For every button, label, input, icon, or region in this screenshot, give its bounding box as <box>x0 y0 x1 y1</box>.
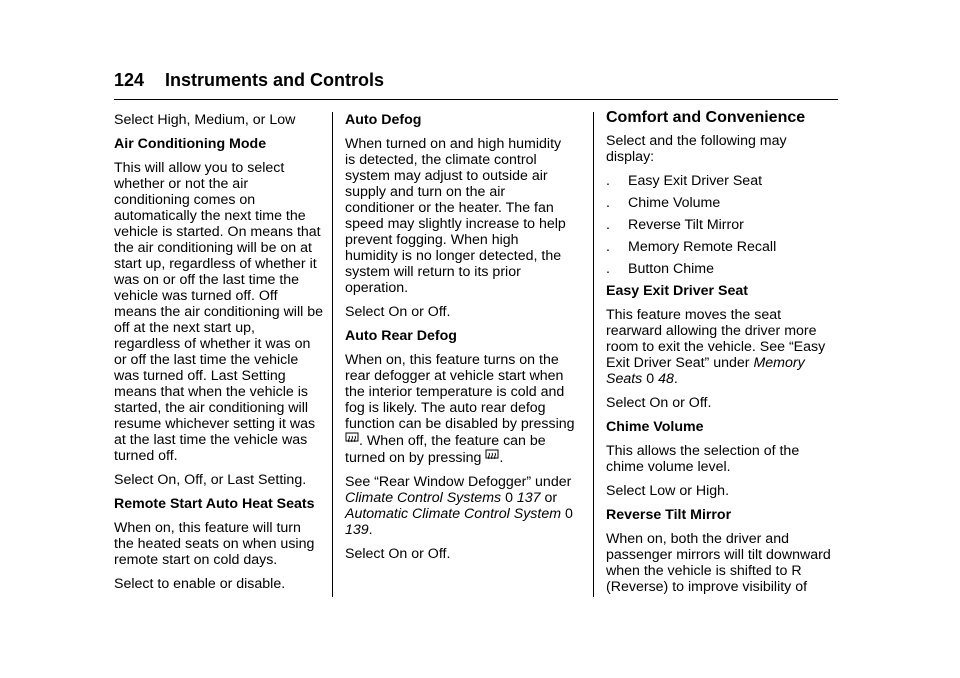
paragraph-select-on-off-2: Select On or Off. <box>345 546 451 562</box>
heading-reverse-tilt-mirror: Reverse Tilt Mirror <box>606 507 732 523</box>
column-divider-right <box>593 112 594 597</box>
heading-auto-defog: Auto Defog <box>345 112 422 128</box>
heading-auto-rear-defog: Auto Rear Defog <box>345 328 457 344</box>
ref-climate-control-systems[interactable]: Climate Control Systems <box>345 490 502 506</box>
heading-air-conditioning-mode: Air Conditioning Mode <box>114 136 267 152</box>
list-item: . Easy Exit Driver Seat <box>606 173 763 189</box>
header-rule <box>114 99 838 100</box>
heading-remote-start-heat-seats: Remote Start Auto Heat Seats <box>114 496 315 512</box>
paragraph-auto-defog: When turned on and high humidity is detected, the climate control system may adjust to outside air supply and turn on the air conditioner or the heater. The fan speed may slightly increase to help prevent fogging. When high humidity is no longer detected, the system will return to its prior operation. <box>345 136 566 296</box>
list-item: . Chime Volume <box>606 195 721 211</box>
ref-memory-seats[interactable]: Memory Seats <box>606 355 805 387</box>
list-item: . Button Chime <box>606 261 714 277</box>
column-right <box>606 110 836 603</box>
paragraph-air-conditioning: This will allow you to select whether or not the air conditioning comes on automatically the next time the vehicle is started. On means that the air conditioning will be on at start up, regardless of whether it was on or off the last time the vehicle was turned off. Off means the air conditioning will be off at the next start up, regardless of whether it was on or off the last time the vehicle was turned off. Last Setting means that when the vehicle is started, the air conditioning will resume whichever setting it was at the last time the vehicle was turned off. <box>114 160 323 464</box>
chapter-title: Instruments and Controls <box>165 70 385 90</box>
paragraph-select-last-setting: Select On, Off, or Last Setting. <box>114 472 307 488</box>
page-header <box>114 70 838 100</box>
paragraph-select-on-off-3: Select On or Off. <box>606 395 712 411</box>
column-middle <box>345 112 575 570</box>
paragraph-remote-start: When on, this feature will turn the heated seats on when using remote start on cold days. <box>114 520 315 568</box>
rear-defog-icon <box>345 432 359 446</box>
rear-defog-icon <box>485 449 499 463</box>
paragraph-auto-rear-defog: When on, this feature turns on the rear defogger at vehicle start when the interior temperature is cold and fog is likely. The auto rear defog function can be disabled by pressing . When off, the feature can be turned on by pressing . <box>345 352 575 466</box>
paragraph-select-enable: Select to enable or disable. <box>114 576 286 592</box>
paragraph-select-on-off-1: Select On or Off. <box>345 304 451 320</box>
paragraph-select-low-high: Select Low or High. <box>606 483 730 499</box>
ref-automatic-climate-control[interactable]: Automatic Climate Control System <box>345 506 562 522</box>
paragraph-easy-exit: This feature moves the seat rearward allowing the driver more room to exit the vehicle. See “Easy Exit Driver Seat” under Memory Seats 0 48. <box>606 307 826 387</box>
paragraph-chime-volume: This allows the selection of the chime volume level. <box>606 443 800 475</box>
column-left <box>114 112 324 600</box>
paragraph-reverse-tilt-mirror: When on, both the driver and passenger mirrors will tilt downward when the vehicle is shifted to R (Reverse) to improve visibility of <box>606 531 831 595</box>
list-item: . Reverse Tilt Mirror <box>606 217 744 233</box>
paragraph-fan-select: Select High, Medium, or Low <box>114 112 296 128</box>
section-title: Comfort and Convenience <box>606 109 806 126</box>
page-number: 124 <box>114 70 145 90</box>
paragraph-intro: Select and the following may display: <box>606 133 787 165</box>
column-divider-left <box>332 112 333 597</box>
heading-easy-exit: Easy Exit Driver Seat <box>606 283 748 299</box>
list-item: . Memory Remote Recall <box>606 239 777 255</box>
heading-chime-volume: Chime Volume <box>606 419 704 435</box>
paragraph-see-reference: See “Rear Window Defogger” under Climate Control Systems 0 137 or Automatic Climate Control System 0 139. <box>345 474 573 538</box>
